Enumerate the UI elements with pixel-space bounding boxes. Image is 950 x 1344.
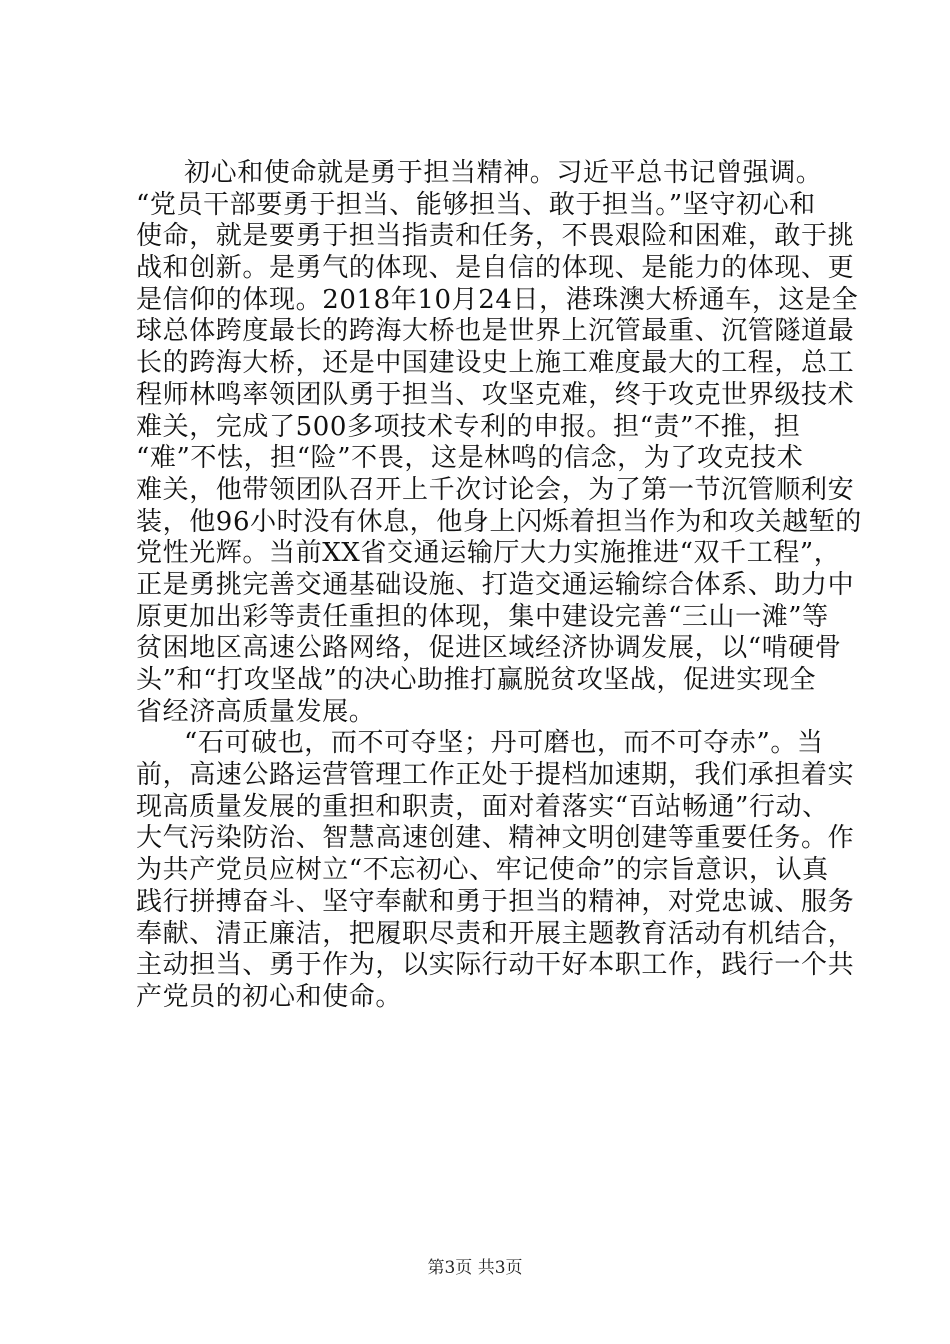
text-line: 党性光辉。当前XX省交通运输厅大力实施推进“双千工程”， xyxy=(136,538,841,569)
text-line: “石可破也，而不可夺坚；丹可磨也，而不可夺赤”。当 xyxy=(184,728,824,759)
text-line: 难关，他带领团队召开上千次讨论会，为了第一节沉管顺利安 xyxy=(136,474,855,505)
document-body xyxy=(136,158,862,1014)
page-number-footer: 第3页 共3页 xyxy=(427,1258,523,1278)
text-line: 现高质量发展的重担和职责，面对着落实“百站畅通”行动、 xyxy=(136,791,829,822)
text-line: 原更加出彩等责任重担的体现，集中建设完善“三山一滩”等 xyxy=(136,601,829,632)
text-line: 奉献、清正廉洁，把履职尽责和开展主题教育活动有机结合， xyxy=(136,918,855,949)
text-line: 践行拼搏奋斗、坚守奉献和勇于担当的精神，对党忠诚、服务 xyxy=(136,886,855,917)
paragraph-1 xyxy=(136,158,862,728)
text-line: 头”和“打攻坚战”的决心助推打赢脱贫攻坚战，促进实现全 xyxy=(136,665,817,695)
text-line: 产党员的初心和使命。 xyxy=(136,981,403,1012)
text-line: 初心和使命就是勇于担当精神。习近平总书记曾强调。 xyxy=(184,158,823,188)
text-line: “难”不怯，担“险”不畏，这是林鸣的信念，为了攻克技术 xyxy=(136,443,804,474)
text-line: 大气污染防治、智慧高速创建、精神文明创建等重要任务。作 xyxy=(136,823,855,854)
text-line: 使命，就是要勇于担当指责和任务，不畏艰险和困难，敢于挑 xyxy=(136,221,855,252)
text-line: 为共产党员应树立“不忘初心、牢记使命”的宗旨意识，认真 xyxy=(136,855,829,886)
text-line: 正是勇挑完善交通基础设施、打造交通运输综合体系、助力中 xyxy=(136,569,855,600)
text-line: 战和创新。是勇气的体现、是自信的体现、是能力的体现、更 xyxy=(136,253,855,284)
text-line: 程师林鸣率领团队勇于担当、攻坚克难，终于攻克世界级技术 xyxy=(136,379,855,410)
text-line: 省经济高质量发展。 xyxy=(136,696,376,727)
text-line: 球总体跨度最长的跨海大桥也是世界上沉管最重、沉管隧道最 xyxy=(136,316,855,347)
text-line: 前，高速公路运营管理工作正处于提档加速期，我们承担着实 xyxy=(136,760,855,791)
paragraph-2 xyxy=(136,728,855,1013)
text-line: 装，他96小时没有休息，他身上闪烁着担当作为和攻关越堑的 xyxy=(136,506,862,537)
text-line: 长的跨海大桥，还是中国建设史上施工难度最大的工程，总工 xyxy=(136,348,855,379)
text-line: 贫困地区高速公路网络，促进区域经济协调发展，以“啃硬骨 xyxy=(136,633,842,664)
text-line: 难关，完成了500多项技术专利的申报。担“责”不推，担 xyxy=(136,411,801,442)
text-line: 是信仰的体现。2018年10月24日，港珠澳大桥通车，这是全 xyxy=(136,284,859,315)
text-line: 主动担当、勇于作为，以实际行动干好本职工作，践行一个共 xyxy=(136,950,855,981)
text-line: “党员干部要勇于担当、能够担当、敢于担当。”坚守初心和 xyxy=(136,189,816,220)
